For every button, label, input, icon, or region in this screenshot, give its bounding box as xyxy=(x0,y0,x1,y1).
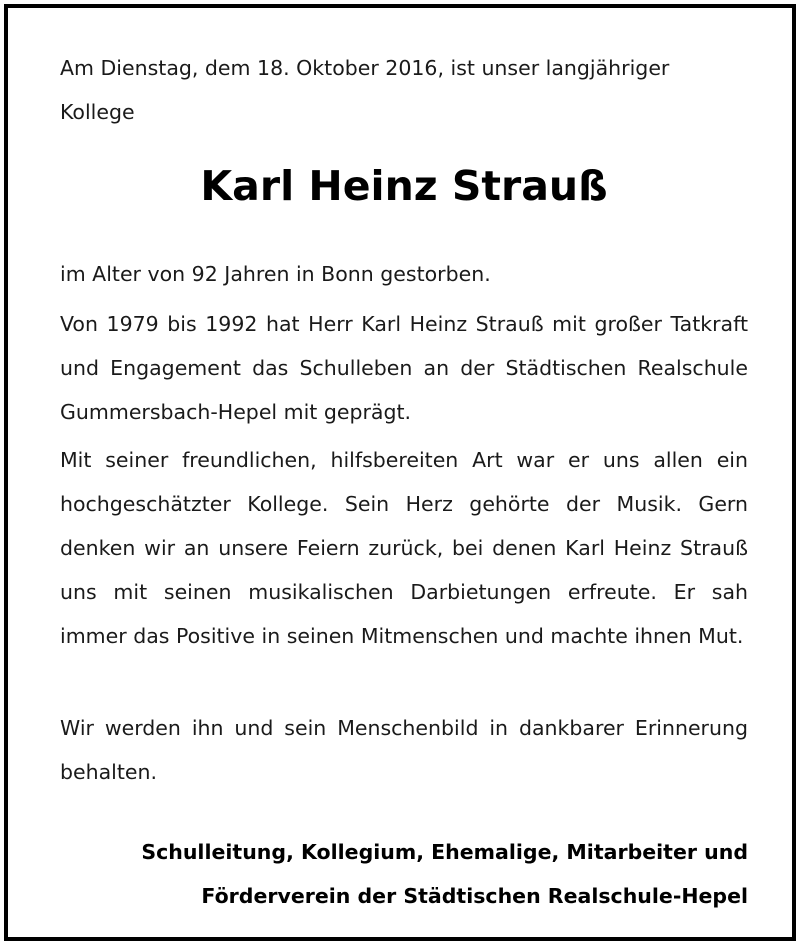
signature-block xyxy=(60,830,748,918)
paragraph-death-info: im Alter von 92 Jahren in Bonn gestorben. xyxy=(60,262,491,286)
signature-line-2: Förderverein der Städtischen Realschule-Hepel xyxy=(201,884,748,908)
signature-line-1: Schulleitung, Kollegium, Ehemalige, Mitarbeiter und xyxy=(141,840,748,864)
paragraph-remembrance: Wir werden ihn und sein Menschenbild in dankbarer Erinnerung behalten. xyxy=(60,716,748,784)
obituary-frame xyxy=(4,4,796,941)
paragraph-career: Von 1979 bis 1992 hat Herr Karl Heinz Strauß mit großer Tatkraft und Engagement das Schulleben an der Städtischen Realschule Gummersbach-Hepel mit geprägt. xyxy=(60,312,748,424)
intro-text: Am Dienstag, dem 18. Oktober 2016, ist unser langjähriger Kollege xyxy=(60,56,670,124)
paragraph-personality: Mit seiner freundlichen, hilfsbereiten Art war er uns allen ein hochgeschätzter Kollege. Sein Herz gehörte der Musik. Gern denken wir an unsere Feiern zurück, bei denen Karl Heinz Strauß uns mit seinen musikalischen Darbietungen erfreute. Er sah immer das Positive in seinen Mitmenschen und machte ihnen Mut. xyxy=(60,448,748,648)
deceased-name: Karl Heinz Strauß xyxy=(200,162,608,210)
